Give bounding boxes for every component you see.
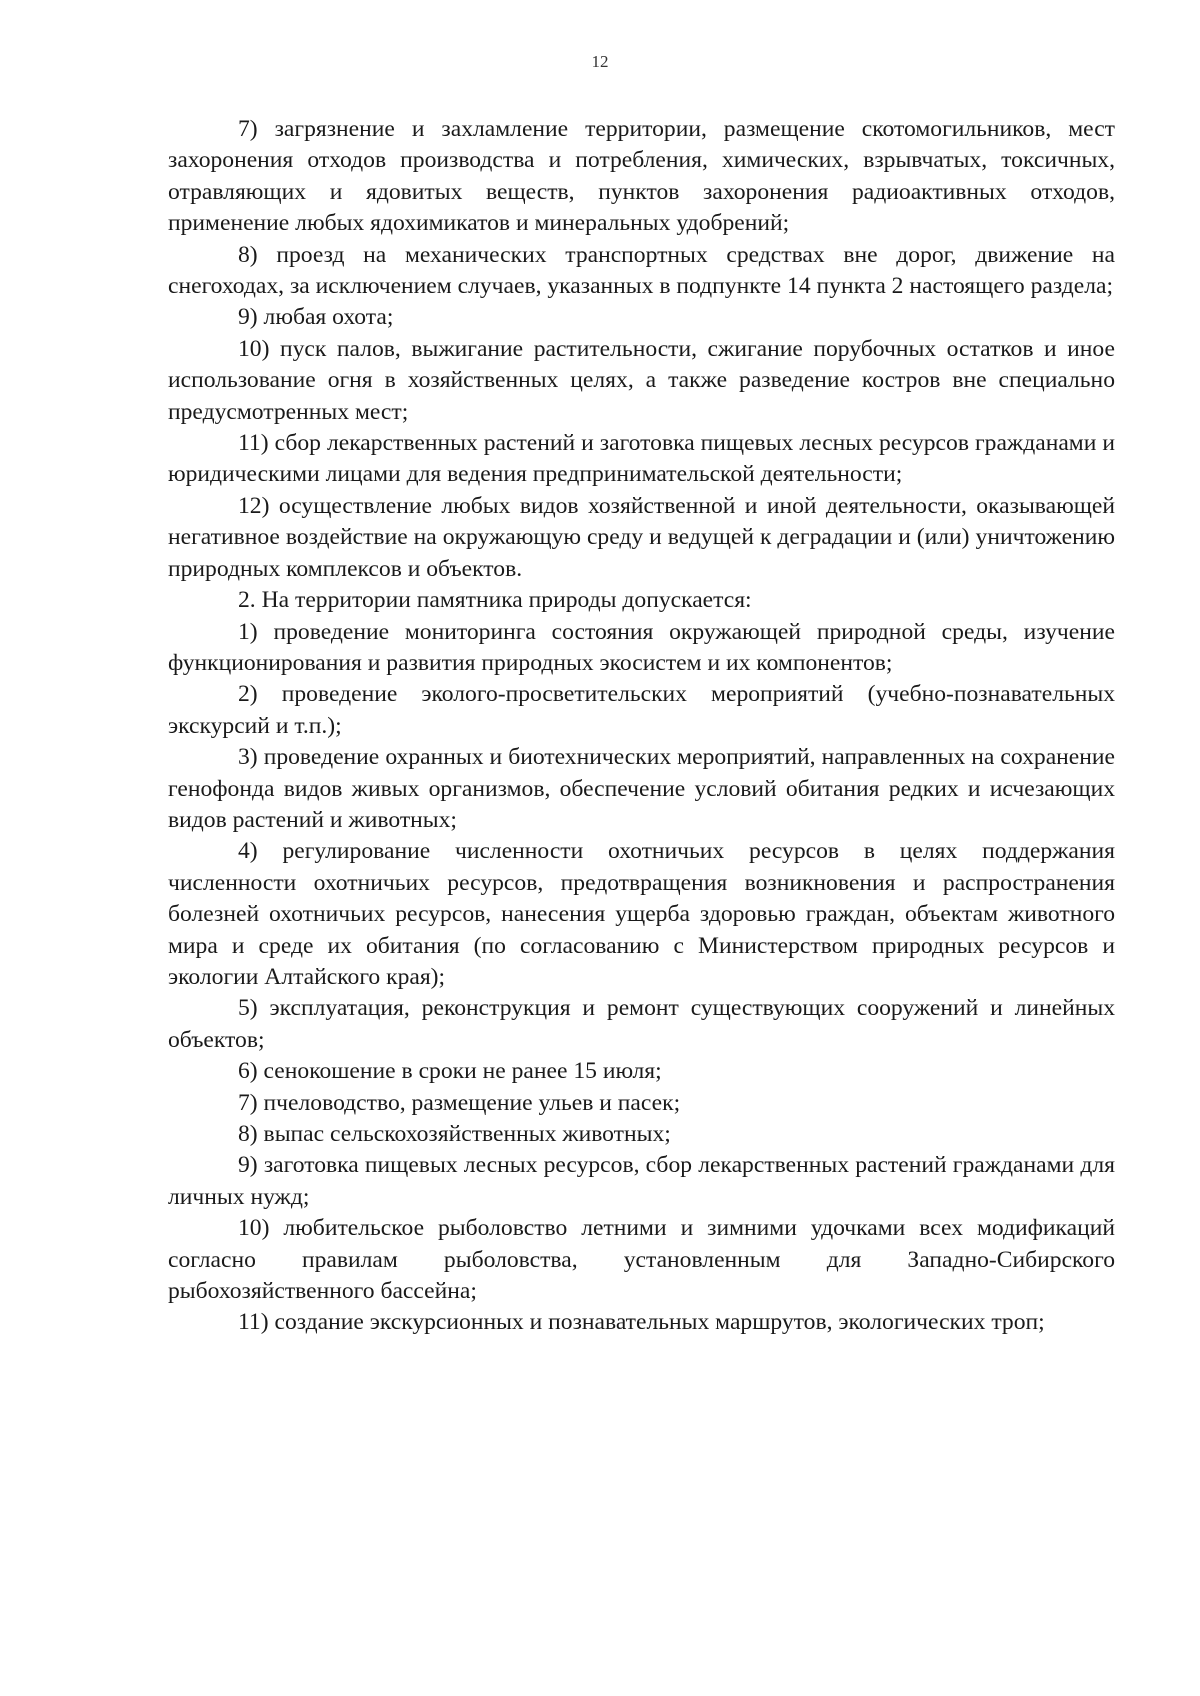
paragraph: 11) создание экскурсионных и познавательных маршрутов, экологических троп; — [238, 1309, 1045, 1336]
paragraph: 7) загрязнение и захламление территории, размещение скотомогильников, мест захоронения отходов производства и потребления, химических, взрывчатых, токсичных, отравляющих и ядовитых веществ, пунктов захоронения радиоактивных отходов, применение любых ядохимикатов и минеральных удобрений; — [168, 116, 1115, 237]
paragraph: 9) заготовка пищевых лесных ресурсов, сбор лекарственных растений гражданами для личных нужд; — [168, 1152, 1115, 1210]
document-body — [168, 114, 1115, 1339]
paragraph: 12) осуществление любых видов хозяйственной и иной деятельности, оказывающей негативное воздействие на окружающую среду и ведущей к деградации и (или) уничтожению природных комплексов и объектов. — [168, 492, 1115, 582]
paragraph: 3) проведение охранных и биотехнических мероприятий, направленных на сохранение генофонда видов живых организмов, обеспечение условий обитания редких и исчезающих видов растений и животных; — [168, 744, 1115, 833]
page-number: 12 — [591, 52, 609, 71]
paragraph: 6) сенокошение в сроки не ранее 15 июля; — [238, 1058, 662, 1085]
paragraph: 11) сбор лекарственных растений и заготовка пищевых лесных ресурсов гражданами и юридическими лицами для ведения предпринимательской деятельности; — [168, 430, 1115, 488]
paragraph: 10) пуск палов, выжигание растительности, сжигание порубочных остатков и иное использование огня в хозяйственных целях, а также разведение костров вне специально предусмотренных мест; — [168, 335, 1115, 425]
paragraph: 1) проведение мониторинга состояния окружающей природной среды, изучение функционирования и развития природных экосистем и их компонентов; — [168, 618, 1115, 676]
paragraph: 8) выпас сельскохозяйственных животных; — [238, 1121, 671, 1147]
paragraph: 10) любительское рыболовство летними и зимними удочками всех модификаций согласно правилам рыболовства, установленным для Западно-Сибирского рыбохозяйственного бассейна; — [168, 1215, 1115, 1305]
paragraph: 9) любая охота; — [238, 304, 394, 331]
paragraph: 5) эксплуатация, реконструкция и ремонт существующих сооружений и линейных объектов; — [168, 995, 1115, 1053]
paragraph: 2) проведение эколого-просветительских мероприятий (учебно-познавательных экскурсий и т.п.); — [168, 681, 1115, 739]
paragraph: 4) регулирование численности охотничьих ресурсов в целях поддержания численности охотничьих ресурсов, предотвращения возникновения и распространения болезней охотничьих ресурсов, нанесения ущерба здоровью граждан, объектам животного мира и среде их обитания (по согласованию с Министерством природных ресурсов и экологии Алтайского края); — [168, 838, 1115, 990]
section-heading-paragraph: 2. На территории памятника природы допускается: — [238, 587, 752, 614]
paragraph: 7) пчеловодство, размещение ульев и пасек; — [238, 1089, 681, 1116]
paragraph: 8) проезд на механических транспортных средствах вне дорог, движение на снегоходах, за исключением случаев, указанных в подпункте 14 пункта 2 настоящего раздела; — [168, 241, 1115, 300]
